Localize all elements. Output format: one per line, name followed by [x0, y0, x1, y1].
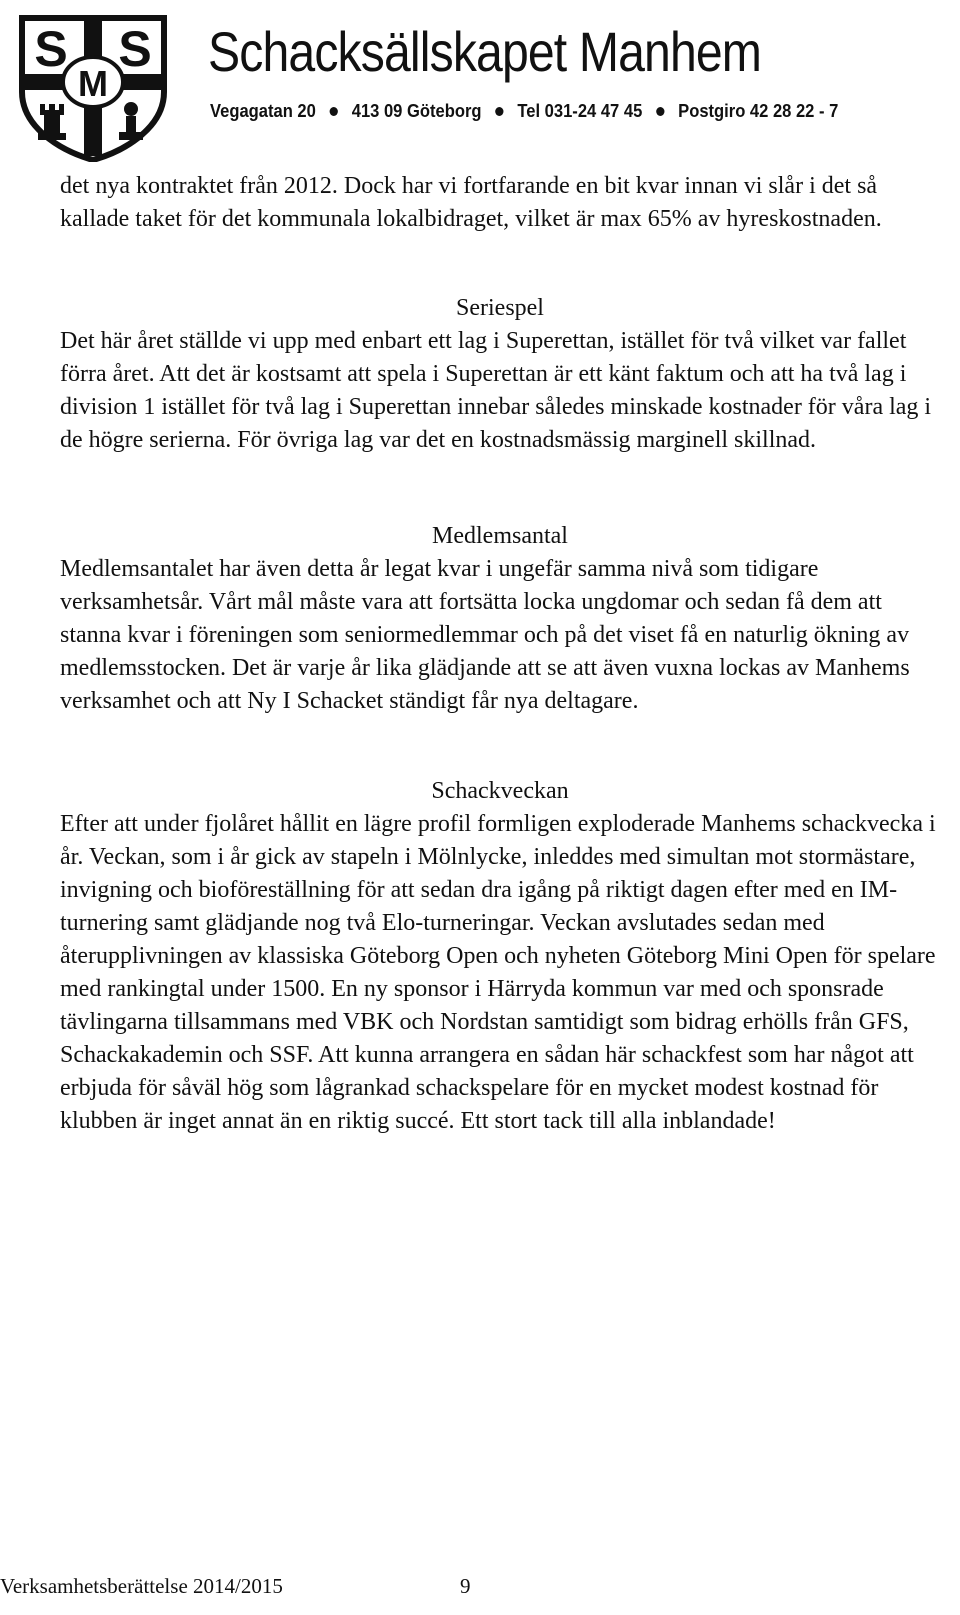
document-body [60, 170, 940, 1138]
letterhead [18, 14, 918, 164]
logo-letter-left: S [34, 21, 68, 77]
bullet-icon [495, 107, 503, 116]
logo-letter-center: M [78, 63, 108, 104]
bullet-icon [330, 107, 338, 116]
section-heading-medlemsantal: Medlemsantal [432, 523, 568, 549]
logo-letter-right: S [118, 21, 152, 77]
contact-line [210, 100, 838, 122]
intro-paragraph: det nya kontraktet från 2012. Dock har vi fortfarande en bit kvar innan vi slår i det så kallade taket för det kommunala lokalbidraget, vilket är max 65% av hyreskostnaden. [60, 173, 882, 232]
section-text-schackveckan: Efter att under fjolåret hållit en lägre profil formligen exploderade Manhems schackvecka i år. Veckan, som i år gick av stapeln i Mölnlycke, inleddes med simultan mot stormästare, invigning och bioföreställning för att sedan dra igång på riktigt dagen efter med en IM-turnering samt glädjande nog två Elo-turneringar. Veckan avslutades sedan med återupplivningen av klassiska Göteborg Open och nyheten Göteborg Mini Open för spelare med rankingtal under 1500. En ny sponsor i Härryda kommun var med och sponsrade tävlingarna tillsammans med VBK och Nordstan samtidigt som bidrag erhölls från GFS, Schackakademin och SSF. Att kunna arrangera en sådan här schackfest som har något att erbjuda för såväl hög som lågrankad schackspelare för en mycket modest kostnad för klubben är inget annat än en riktig succé. Ett stort tack till alla inblandade! [60, 811, 936, 1134]
postal-address: 413 09 Göteborg [351, 101, 482, 121]
page-footer [0, 1574, 471, 1598]
bullet-icon [656, 107, 664, 116]
section-text-seriespel: Det här året ställde vi upp med enbart ett lag i Superettan, istället för två vilket var fallet förra året. Att det är kostsamt att spela i Superettan är ett känt faktum och att ha två lag i division 1 istället för två lag i Superettan innebar således minskade kostnader för våra lag i de högre serierna. För övriga lag var det en kostnadsmässig marginell skillnad. [60, 328, 932, 453]
section-heading-seriespel: Seriespel [456, 295, 544, 321]
phone-number: Tel 031-24 47 45 [517, 101, 643, 121]
club-name: Schacksällskapet Manhem [208, 20, 762, 83]
club-logo [18, 14, 168, 162]
page-number: 9 [460, 1574, 471, 1598]
postgiro-number: Postgiro 42 28 22 - 7 [678, 101, 839, 121]
address: Vegagatan 20 [210, 101, 316, 121]
section-text-medlemsantal: Medlemsantalet har även detta år legat kvar i ungefär samma nivå som tidigare verksamhetsår. Vårt mål måste vara att fortsätta locka ungdomar och sedan få dem att stanna kvar i föreningen som seniormedlemmar och på det viset få en naturlig ökning av medlemsstocken. Det är varje år lika glädjande att se att även vuxna lockas av Manhems verksamhet och att Ny I Schacket ständigt får nya deltagare. [60, 556, 910, 714]
document-title: Verksamhetsberättelse 2014/2015 [0, 1574, 283, 1598]
section-heading-schackveckan: Schackveckan [431, 778, 569, 804]
